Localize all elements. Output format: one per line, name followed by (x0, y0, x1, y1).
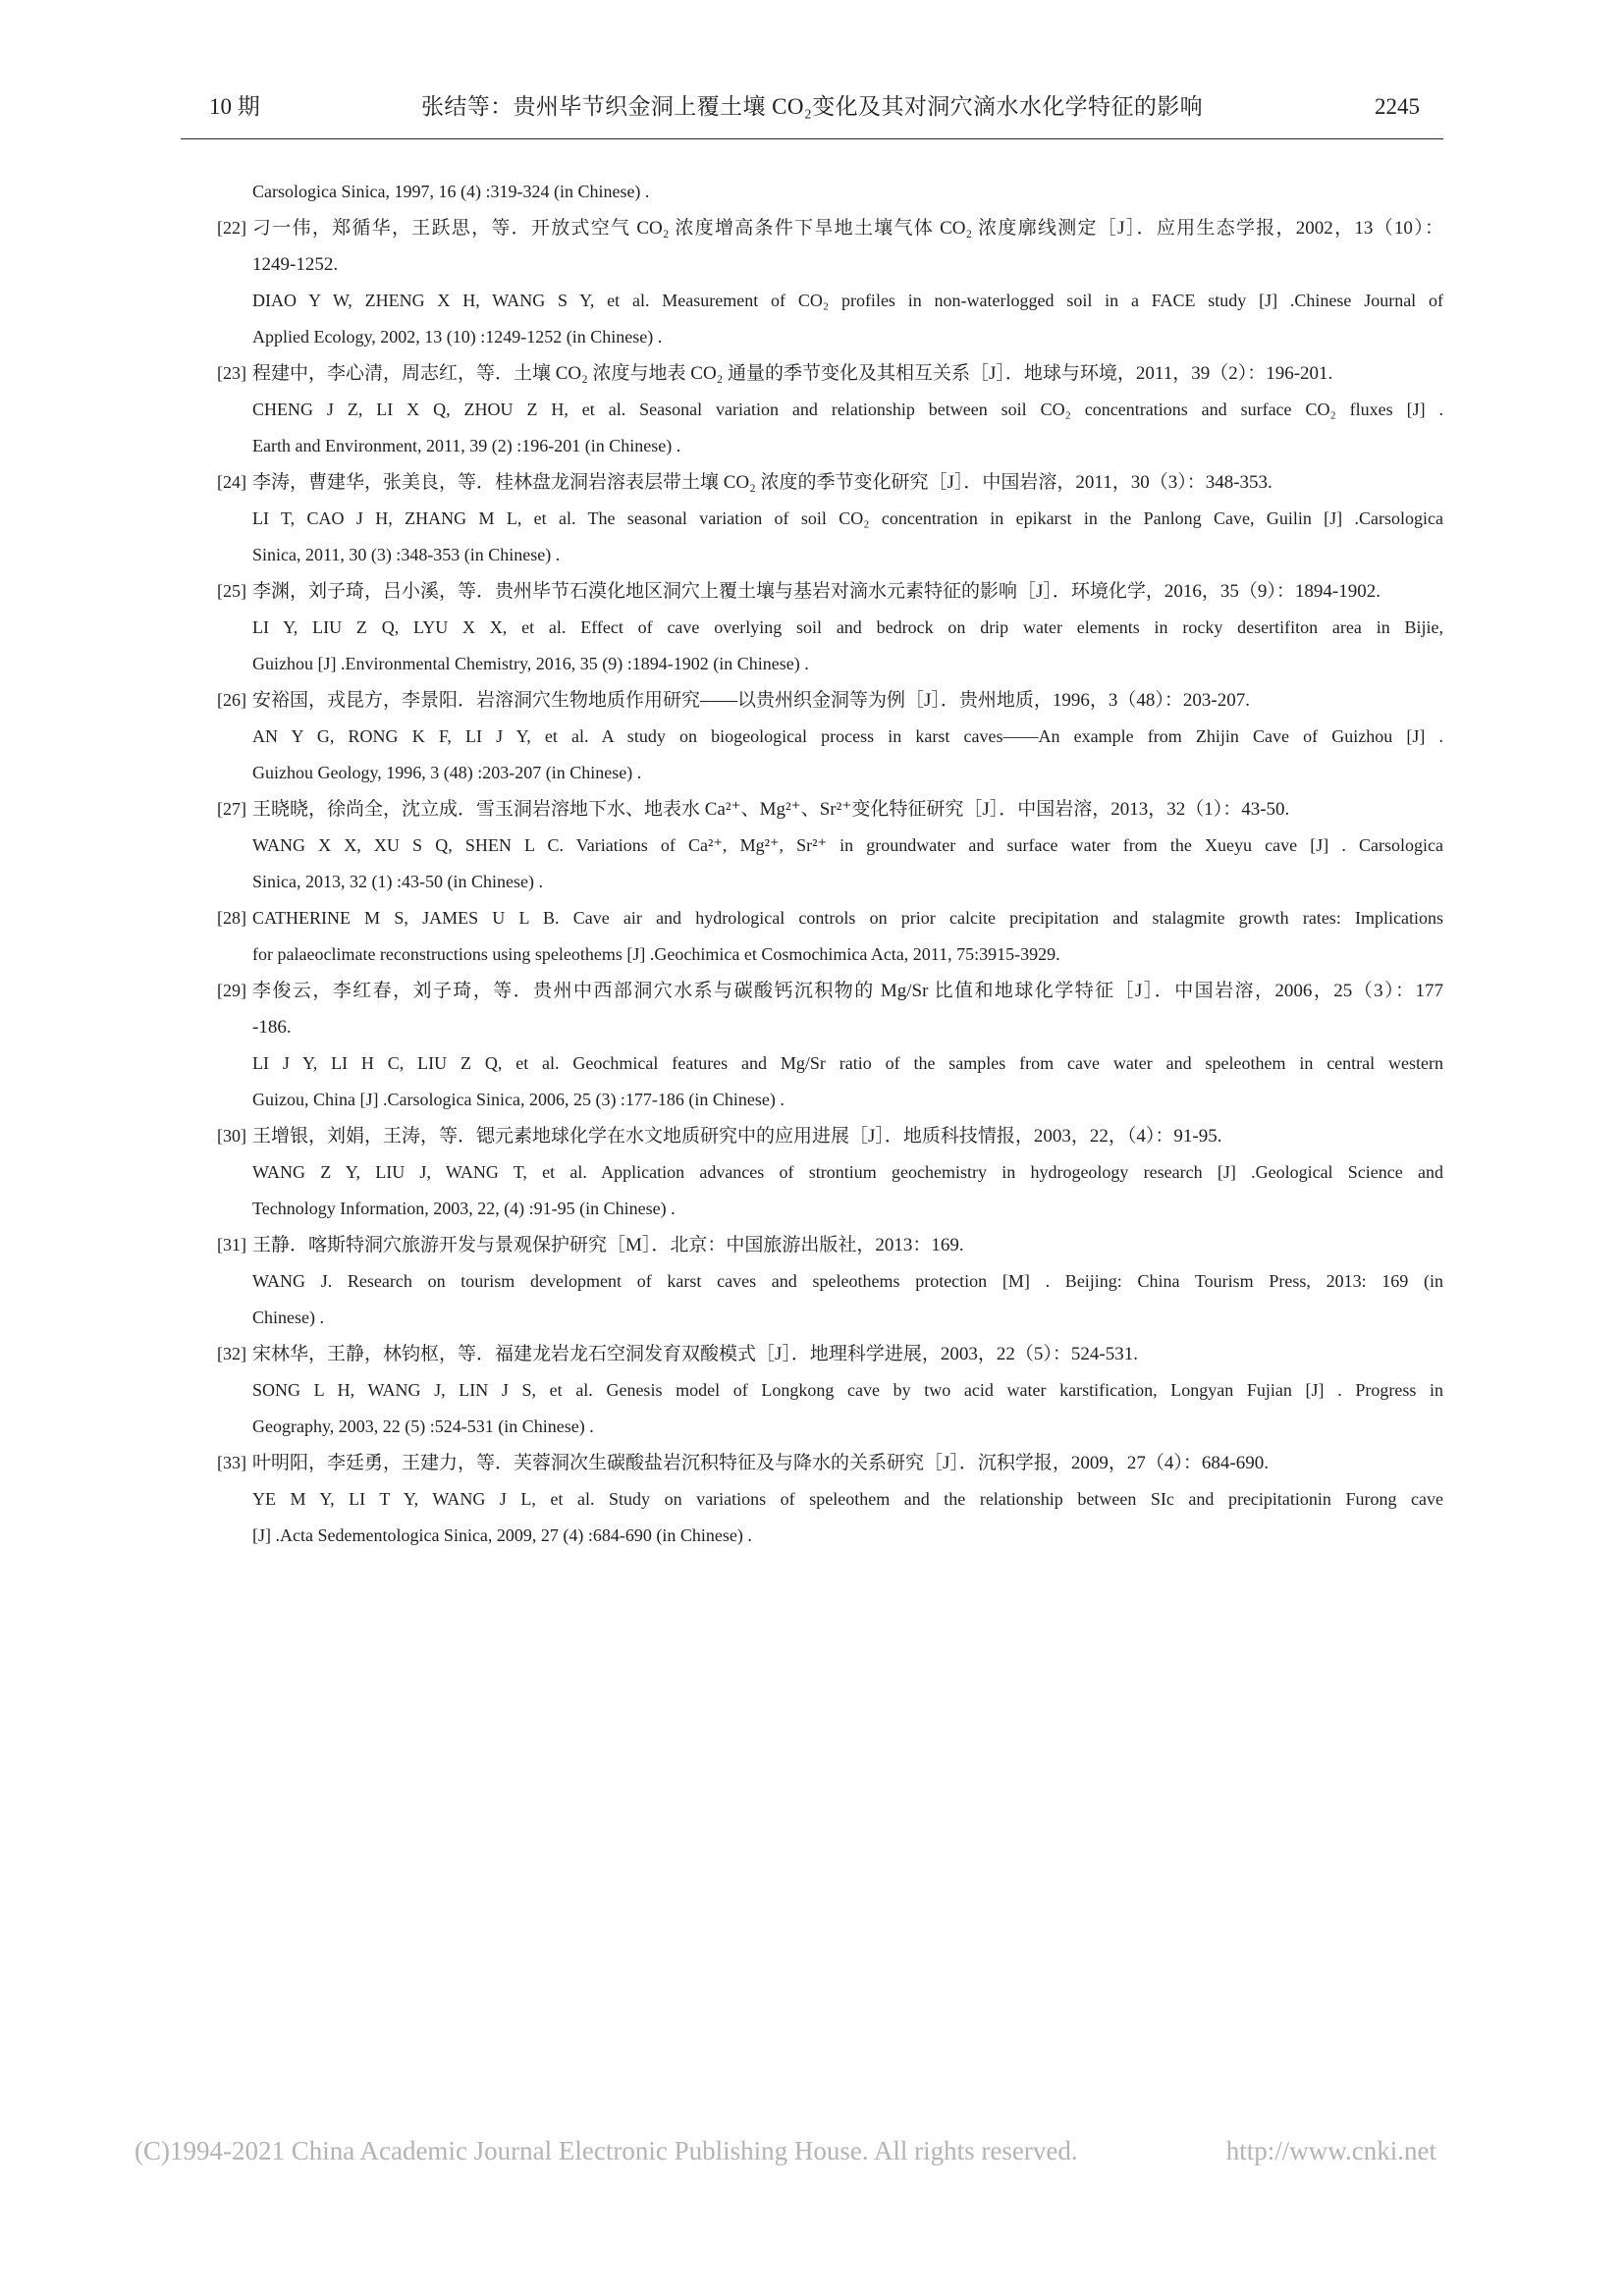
reference-english-line: AN Y G, RONG K F, LI J Y, et al. A study on biogeological process in karst caves——An example from Zhijin Cave of Guizhou [J] . (252, 726, 1443, 746)
page-number: 2245 (1375, 94, 1420, 119)
reference-chinese-line: 李涛，曹建华，张美良，等．桂林盘龙洞岩溶表层带土壤 CO₂ 浓度的季节变化研究［J］．中国岩溶，2011，30（3）：348-353. (252, 472, 1272, 493)
reference-chinese-line: 王晓晓，徐尚全，沈立成．雪玉洞岩溶地下水、地表水 Ca²⁺、Mg²⁺、Sr²⁺变化特征研究［J］．中国岩溶，2013，32（1）：43-50. (252, 799, 1290, 820)
reference-chinese-line: 刁一伟，郑循华，王跃思，等．开放式空气 CO₂ 浓度增高条件下旱地土壤气体 CO₂ 浓度廓线测定［J］．应用生态学报，2002，13（10）： (252, 218, 1443, 239)
running-head (0, 90, 1624, 124)
reference-english-line: WANG X X, XU S Q, SHEN L C. Variations of Ca²⁺, Mg²⁺, Sr²⁺ in groundwater and surface water from the Xueyu cave [J] . Carsologica (252, 835, 1443, 855)
reference-english-line: Technology Information, 2003, 22, (4) :91-95 (in Chinese) . (252, 1199, 676, 1218)
reference-number: [30] (217, 1126, 246, 1146)
reference-chinese-line: 安裕国，戎昆方，李景阳．岩溶洞穴生物地质作用研究——以贵州织金洞等为例［J］．贵州地质，1996，3（48）：203-207. (252, 690, 1250, 711)
reference-english-line: Guizhou [J] .Environmental Chemistry, 2016, 35 (9) :1894-1902 (in Chinese) . (252, 654, 809, 673)
reference-item-28 (217, 900, 1443, 973)
reference-number: [22] (217, 218, 246, 238)
reference-chinese-line: 宋林华，王静，林钧枢，等．福建龙岩龙石空洞发育双酸模式［J］．地理科学进展，2003，22（5）：524-531. (252, 1344, 1138, 1364)
reference-english-line: Sinica, 2011, 30 (3) :348-353 (in Chinese) . (252, 545, 561, 564)
reference-number: [32] (217, 1344, 246, 1363)
reference-chinese-line: 李渊，刘子琦，吕小溪，等．贵州毕节石漠化地区洞穴上覆土壤与基岩对滴水元素特征的影响［J］．环境化学，2016，35（9）：1894-1902. (252, 581, 1380, 602)
reference-item-25 (217, 573, 1443, 682)
reference-number: [27] (217, 799, 246, 819)
reference-number: [24] (217, 472, 246, 492)
reference-english-line: Applied Ecology, 2002, 13 (10) :1249-1252 (in Chinese) . (252, 327, 663, 347)
reference-item-23 (217, 355, 1443, 464)
running-title: 张结等：贵州毕节织金洞上覆土壤 CO₂变化及其对洞穴滴水水化学特征的影响 (420, 94, 1204, 119)
reference-number: [29] (217, 981, 246, 1000)
reference-english-line: LI J Y, LI H C, LIU Z Q, et al. Geochmical features and Mg/Sr ratio of the samples from cave water and speleothem in central western (252, 1053, 1443, 1073)
reference-english-line: LI T, CAO J H, ZHANG M L, et al. The seasonal variation of soil CO₂ concentration in epikarst in the Panlong Cave, Guilin [J] .Carsologica (252, 508, 1443, 528)
reference-english-line: YE M Y, LI T Y, WANG J L, et al. Study on variations of speleothem and the relationship between SIc and precipitationin Furong cave (252, 1489, 1443, 1509)
reference-number: [23] (217, 363, 246, 383)
reference-chinese-line: 叶明阳，李廷勇，王建力，等．芙蓉洞次生碳酸盐岩沉积特征及与降水的关系研究［J］．沉积学报，2009，27（4）：684-690. (252, 1453, 1269, 1473)
reference-english-line: Chinese) . (252, 1308, 324, 1327)
reference-item-32 (217, 1336, 1443, 1445)
reference-chinese-line: 程建中，李心清，周志红，等．土壤 CO₂ 浓度与地表 CO₂ 通量的季节变化及其相互关系［J］．地球与环境，2011，39（2）：196-201. (252, 363, 1333, 384)
reference-item-26 (217, 682, 1443, 791)
reference-item-27 (217, 791, 1443, 900)
reference-item-29 (217, 973, 1443, 1118)
reference-english-line: SONG L H, WANG J, LIN J S, et al. Genesis model of Longkong cave by two acid water karstification, Longyan Fujian [J] . Progress in (252, 1380, 1443, 1400)
reference-english-line: LI Y, LIU Z Q, LYU X X, et al. Effect of cave overlying soil and bedrock on drip water elements in rocky desertifiton area in Bijie, (252, 617, 1443, 637)
reference-chinese-line: 李俊云，李红春，刘子琦，等．贵州中西部洞穴水系与碳酸钙沉积物的 Mg/Sr 比值和地球化学特征［J］．中国岩溶，2006，25（3）：177 (252, 981, 1443, 1001)
reference-english-line: Guizou, China [J] .Carsologica Sinica, 2006, 25 (3) :177-186 (in Chinese) . (252, 1090, 785, 1109)
reference-english-line: Geography, 2003, 22 (5) :524-531 (in Chinese) . (252, 1416, 594, 1436)
reference-continuation-line: Carsologica Sinica, 1997, 16 (4) :319-324 (in Chinese) . (252, 182, 650, 201)
issue-number: 10 期 (209, 94, 260, 119)
copyright-watermark: (C)1994-2021 China Academic Journal Electronic Publishing House. All rights reserved. (135, 2136, 1078, 2165)
reference-number: [28] (217, 908, 246, 928)
reference-item-24 (217, 464, 1443, 573)
reference-english-line: WANG Z Y, LIU J, WANG T, et al. Application advances of strontium geochemistry in hydrogeology research [J] .Geological Science and (252, 1162, 1443, 1182)
header-rule (181, 138, 1443, 139)
publisher-url-watermark: http://www.cnki.net (1225, 2136, 1436, 2165)
reference-english-line: [J] .Acta Sedementologica Sinica, 2009, 27 (4) :684-690 (in Chinese) . (252, 1525, 752, 1545)
reference-number: [26] (217, 690, 246, 710)
reference-number: [31] (217, 1235, 246, 1255)
reference-item-33 (217, 1445, 1443, 1554)
reference-chinese-line: 1249-1252. (252, 254, 339, 275)
reference-item-31 (217, 1227, 1443, 1336)
reference-item-30 (217, 1118, 1443, 1227)
reference-english-line: Guizhou Geology, 1996, 3 (48) :203-207 (in Chinese) . (252, 763, 642, 782)
reference-chinese-line: 王静．喀斯特洞穴旅游开发与景观保护研究［M］．北京：中国旅游出版社，2013：169. (252, 1235, 964, 1255)
reference-english-line: WANG J. Research on tourism development of karst caves and speleothems protection [M] . Beijing: China Tourism Press, 2013: 169 (in (252, 1271, 1443, 1291)
reference-number: [33] (217, 1453, 246, 1472)
reference-item-22 (217, 210, 1443, 355)
reference-english-line: Sinica, 2013, 32 (1) :43-50 (in Chinese) . (252, 872, 543, 891)
reference-chinese-line: 王增银，刘娟，王涛，等．锶元素地球化学在水文地质研究中的应用进展［J］．地质科技情报，2003，22，（4）：91-95. (252, 1126, 1222, 1147)
reference-list (217, 174, 1443, 1554)
reference-english-line: DIAO Y W, ZHENG X H, WANG S Y, et al. Measurement of CO₂ profiles in non-waterlogged soil in a FACE study [J] .Chinese Journal of (252, 291, 1443, 310)
reference-english-line: CATHERINE M S, JAMES U L B. Cave air and hydrological controls on prior calcite precipitation and stalagmite growth rates: Implications (252, 908, 1443, 928)
reference-english-line: CHENG J Z, LI X Q, ZHOU Z H, et al. Seasonal variation and relationship between soil CO₂ concentrations and surface CO₂ fluxes [J] . (252, 400, 1443, 419)
reference-english-line: for palaeoclimate reconstructions using speleothems [J] .Geochimica et Cosmochimica Acta, 2011, 75:3915-3929. (252, 944, 1060, 964)
reference-english-line: Earth and Environment, 2011, 39 (2) :196-201 (in Chinese) . (252, 436, 681, 455)
reference-number: [25] (217, 581, 246, 601)
reference-chinese-line: -186. (252, 1017, 292, 1038)
